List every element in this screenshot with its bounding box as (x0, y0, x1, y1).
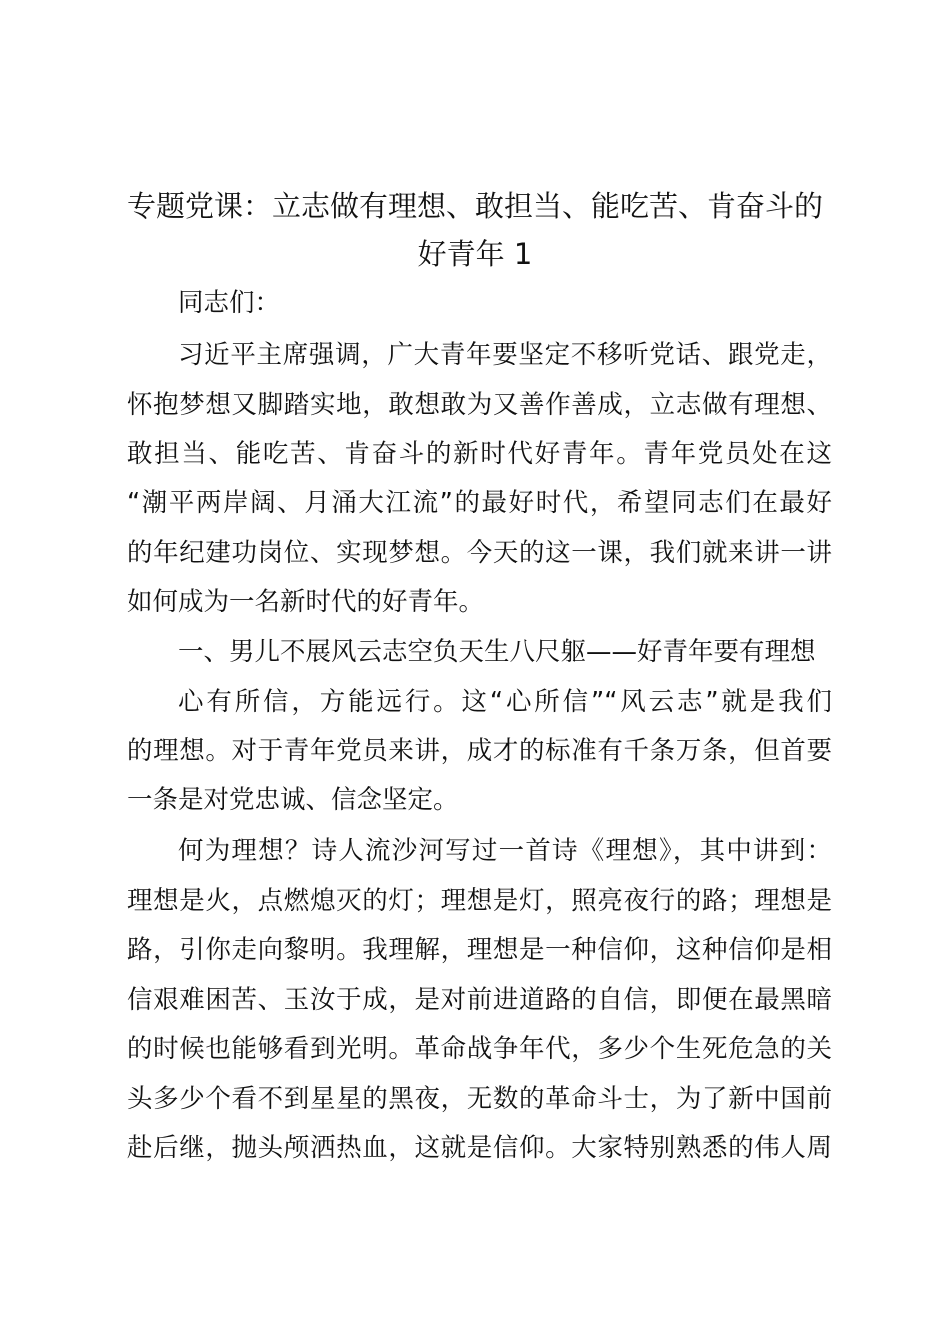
paragraph-line: 何为理想？诗人流沙河写过一首诗《理想》，其中讲到： (178, 836, 832, 866)
paragraph-line: 理想是火，点燃熄灭的灯；理想是灯，照亮夜行的路；理想是 (127, 886, 832, 916)
paragraph-line: 心有所信，方能远行。这“心所信”“风云志”就是我们 (178, 687, 832, 717)
paragraph-line: 的年纪建功岗位、实现梦想。今天的这一课，我们就来讲一讲 (127, 538, 832, 568)
paragraph-line: 赴后继，抛头颅洒热血，这就是信仰。大家特别熟悉的伟人周 (127, 1133, 832, 1163)
paragraph-line: 信艰难困苦、玉汝于成，是对前进道路的自信，即便在最黑暗 (127, 985, 832, 1015)
paragraph-line: 敢担当、能吃苦、肯奋斗的新时代好青年。青年党员处在这 (127, 439, 832, 469)
paragraph-line: 的时候也能够看到光明。革命战争年代，多少个生死危急的关 (127, 1034, 832, 1064)
paragraph-line: “潮平两岸阔、月涌大江流”的最好时代，希望同志们在最好 (127, 488, 832, 518)
salutation: 同志们： (178, 288, 281, 318)
paragraph-line: 习近平主席强调，广大青年要坚定不移听党话、跟党走， (178, 340, 832, 370)
document-title-line-1: 专题党课：立志做有理想、敢担当、能吃苦、肯奋斗的 (126, 189, 823, 223)
paragraph-line: 的理想。对于青年党员来讲，成才的标准有千条万条，但首要 (127, 736, 832, 766)
paragraph-line: 怀抱梦想又脚踏实地，敢想敢为又善作善成，立志做有理想、 (127, 390, 832, 420)
paragraph-line: 头多少个看不到星星的黑夜，无数的革命斗士，为了新中国前 (127, 1084, 832, 1114)
paragraph-line: 一条是对党忠诚、信念坚定。 (127, 785, 459, 815)
section-heading: 一、男儿不展风云志空负天生八尺躯——好青年要有理想 (178, 637, 816, 667)
paragraph-line: 路，引你走向黎明。我理解，理想是一种信仰，这种信仰是相 (127, 935, 832, 965)
document-title-line-2: 好青年 1 (417, 237, 533, 271)
paragraph-line: 如何成为一名新时代的好青年。 (127, 587, 485, 617)
